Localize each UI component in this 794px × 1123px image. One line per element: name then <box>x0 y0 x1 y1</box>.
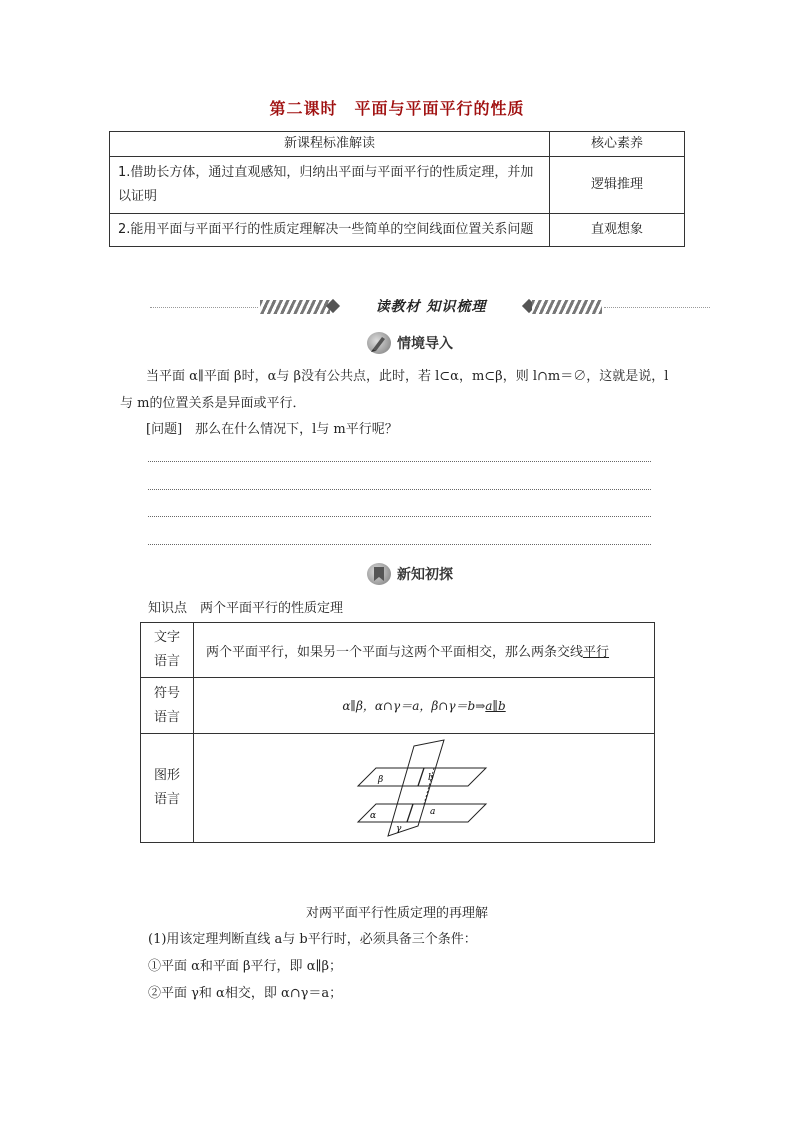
banner-stripes-left <box>260 300 330 314</box>
question-paragraph: [问题] 那么在什么情况下，l与 m平行呢？ <box>146 422 398 437</box>
section-newknowledge-label: 新知初探 <box>397 567 453 583</box>
banner-dotted-left <box>150 307 258 308</box>
literacy-1: 逻辑推理 <box>550 157 685 214</box>
label-gamma: γ <box>396 824 402 834</box>
label-symbol-language <box>141 678 194 734</box>
answer-line <box>148 489 651 490</box>
underlined-answer: 平行 <box>583 644 610 660</box>
standard-text-1: 1.借助长方体，通过直观感知，归纳出平面与平面平行的性质定理，并加以证明 <box>110 157 550 214</box>
figure-language-content <box>194 734 655 843</box>
parallel-planes-figure <box>354 738 494 838</box>
reinterpretation-item: ①平面 α和平面 β平行，即 α∥β； <box>148 959 342 974</box>
section-banner <box>150 296 710 320</box>
table-header-literacy: 核心素养 <box>550 132 685 157</box>
label-line: 文字 <box>153 630 180 645</box>
intersection-line-a <box>407 804 413 822</box>
section-scenario-heading <box>367 331 453 355</box>
answer-line <box>148 544 651 545</box>
table-header-standard: 新课程标准解读 <box>110 132 550 157</box>
table-row <box>110 214 685 247</box>
table-row <box>141 734 655 843</box>
table-row <box>141 678 655 734</box>
label-figure-language <box>141 734 194 843</box>
scenario-paragraph: 当平面 α∥平面 β时，α与 β没有公共点，此时，若 l⊂α，m⊂β，则 l∩m＝∅，这就是说，l与 m的位置关系是异面或平行． <box>120 369 669 411</box>
label-b: b <box>428 773 434 783</box>
label-line: 图形 <box>153 768 180 783</box>
label-line: 语言 <box>153 709 180 725</box>
pencil-icon <box>367 332 391 354</box>
reinterpretation-item: ②平面 γ和 α相交，即 α∩γ＝a； <box>148 986 343 1001</box>
standard-text-2: 2.能用平面与平面平行的性质定理解决一些简单的空间线面位置关系问题 <box>110 214 550 247</box>
content-text: 两个平面平行，如果另一个平面与这两个平面相交，那么两条交线 <box>206 644 584 660</box>
symbol-language-content <box>194 678 655 734</box>
section-scenario-label: 情境导入 <box>397 336 453 352</box>
knowledge-point-title: 知识点 两个平面平行的性质定理 <box>148 601 344 616</box>
answer-line <box>148 516 651 517</box>
intersection-line-b <box>418 768 424 786</box>
answer-line <box>148 461 651 462</box>
reinterpretation-heading: 对两平面平行性质定理的再理解 <box>305 906 488 921</box>
banner-stripes-right <box>532 300 602 314</box>
label-line: 符号 <box>153 685 180 701</box>
content-text: α∥β，α∩γ＝a，β∩γ＝b⇒ <box>342 699 486 713</box>
banner-dotted-right <box>604 307 710 308</box>
literacy-2: 直观想象 <box>550 214 685 247</box>
table-row <box>110 157 685 214</box>
label-line: 语言 <box>153 654 180 669</box>
table-row <box>141 623 655 678</box>
banner-text: 读教材 知识梳理 <box>375 299 487 315</box>
underlined-answer: a∥b <box>485 699 506 713</box>
label-line: 语言 <box>153 792 180 807</box>
theorem-table <box>140 622 655 843</box>
label-beta: β <box>378 775 384 785</box>
page-title: 第二课时 平面与平面平行的性质 <box>269 99 525 118</box>
section-newknowledge-heading <box>367 562 453 586</box>
label-text-language <box>141 623 194 678</box>
bookmark-icon <box>367 563 391 585</box>
label-alpha: α <box>370 811 377 821</box>
reinterpretation-item: (1)用该定理判断直线 a与 b平行时，必须具备三个条件： <box>148 932 477 947</box>
table-header-row <box>110 132 685 157</box>
text-language-content <box>194 623 655 678</box>
standards-table <box>109 131 685 247</box>
label-a: a <box>430 807 436 817</box>
